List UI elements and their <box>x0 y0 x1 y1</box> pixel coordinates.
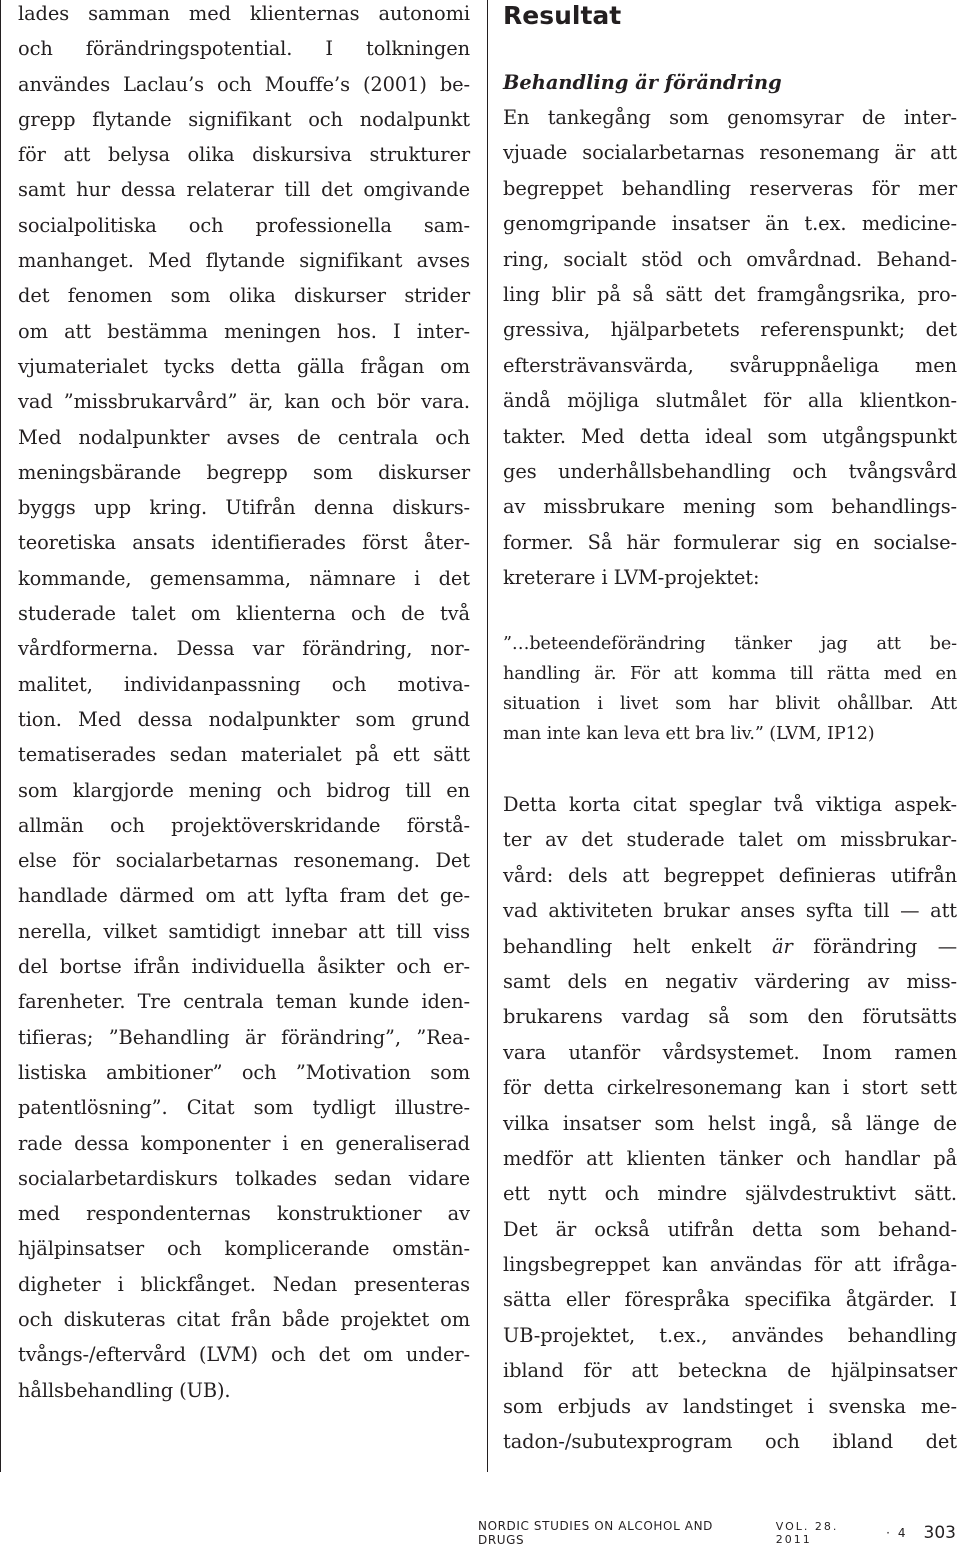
left-column-text <box>18 0 470 1408</box>
text-line: socialarbetardiskurs tolkades sedan vidare <box>18 1166 470 1190</box>
text-line: vårdformerna. Dessa var förändring, nor- <box>18 637 470 661</box>
text-line: tion. Med dessa nodalpunkter som grund <box>18 707 470 731</box>
column-divider-rule <box>487 0 488 1472</box>
text-line: handling är. För att komma till rätta med en <box>503 664 957 684</box>
right-column-body-1 <box>503 100 957 595</box>
text-line: Det är också utifrån detta som behand- <box>503 1217 957 1241</box>
footer-separator: · <box>886 1526 890 1540</box>
text-line: av missbrukare mening som behandlings- <box>503 495 957 519</box>
text-line: takter. Med detta ideal som utgångspunkt <box>503 424 957 448</box>
text-line: meningsbärande begrepp som diskurser <box>18 460 470 484</box>
text-line: och diskuteras citat från både projektet om <box>18 1307 470 1331</box>
text-line: kreterare i LVM-projektet: <box>503 566 760 590</box>
text-line: det fenomen som olika diskurser strider <box>18 284 470 308</box>
text-line: ändå möjliga slutmålet för alla klientkon- <box>503 389 957 413</box>
text-line: brukarens vardag så som den förutsätts <box>503 1005 957 1029</box>
text-line: tematiserades sedan materialet på ett sätt <box>18 743 470 767</box>
page-footer <box>478 1520 958 1546</box>
text-line: ring, socialt stöd och omvårdnad. Behand- <box>503 247 957 271</box>
text-line: ett nytt och mindre självdestruktivt sätt. <box>503 1182 957 1206</box>
text-line: del bortse ifrån individuella åsikter och er- <box>18 955 470 979</box>
section-heading: Resultat <box>503 1 622 30</box>
issue-number: 4 <box>897 1526 906 1540</box>
text-line: allmän och projektöverskridande förstå- <box>18 813 470 837</box>
text-line: vara utanför vårdsystemet. Inom ramen <box>503 1040 957 1064</box>
text-line: vjuade socialarbetarnas resonemang är att <box>503 141 957 165</box>
text-line: vad ”missbrukarvård” är, kan och bör vara. <box>18 390 470 414</box>
block-quote <box>503 629 957 749</box>
text-line: samt hur dessa relaterar till det omgivande <box>18 178 470 202</box>
journal-name: NORDIC STUDIES ON ALCOHOL AND DRUGS <box>478 1519 714 1547</box>
text-line: om att bestämma meningen hos. I inter- <box>18 319 470 343</box>
text-line: sätta eller förespråka specifika åtgärder. I <box>503 1288 957 1312</box>
text-line: patentlösning”. Citat som tydligt illustre- <box>18 1096 470 1120</box>
text-line: för detta cirkelresonemang kan i stort sett <box>503 1076 957 1100</box>
text-line: farenheter. Tre centrala teman kunde iden- <box>18 990 470 1014</box>
text-line: man inte kan leva ett bra liv.” (LVM, IP12) <box>503 724 875 744</box>
text-line: socialpolitiska och professionella sam- <box>18 213 470 237</box>
text-line: hjälpinsatser och komplicerande omstän- <box>18 1237 470 1261</box>
text-line: tadon-/subutexprogram och ibland det <box>503 1430 957 1454</box>
text-line: vilka insatser som helst ingå, så länge de <box>503 1111 957 1135</box>
text-line: ling blir på så sätt det framgångsrika, pro- <box>503 282 957 306</box>
text-line: grepp flytande signifikant och nodalpunkt <box>18 107 470 131</box>
text-line: gressiva, hjälparbetets referenspunkt; det <box>503 318 957 342</box>
text-line: genomgripande insatser än t.ex. medicine- <box>503 212 957 236</box>
text-line: vad aktiviteten brukar anses syfta till — att <box>503 899 957 923</box>
text-line: hållsbehandling (UB). <box>18 1378 231 1402</box>
text-line: nerella, vilket samtidigt innebar att till viss <box>18 919 470 943</box>
volume-info: VOL. 28. 2011 <box>775 1520 839 1546</box>
text-line: som klargjorde mening och bidrog till en <box>18 778 470 802</box>
text-line: teoretiska ansats identifierades först åter- <box>18 531 470 555</box>
text-line: kommande, gemensamma, nämnare i det <box>18 566 470 590</box>
text-line: byggs upp kring. Utifrån denna diskurs- <box>18 496 470 520</box>
text-line: malitet, individanpassning och motiva- <box>18 672 470 696</box>
text-line: vård: dels att begreppet definieras utifrån <box>503 863 957 887</box>
text-line: som erbjuds av landstinget i svenska me- <box>503 1394 957 1418</box>
text-line: situation i livet som har blivit ohållbar. Att <box>503 694 957 714</box>
left-margin-rule <box>0 0 1 1472</box>
text-line: ges underhållsbehandling och tvångsvård <box>503 459 957 483</box>
text-line: och förändringspotential. I tolkningen <box>18 37 470 61</box>
text-line: vjumaterialet tycks detta gälla frågan om <box>18 354 470 378</box>
text-line: Med nodalpunkter avses de centrala och <box>18 425 470 449</box>
text-line: digheter i blickfånget. Nedan presenteras <box>18 1272 470 1296</box>
text-line: behandling helt enkelt är förändring — <box>503 934 957 958</box>
text-line: tvångs-/eftervård (LVM) och det om under- <box>18 1343 470 1367</box>
subsection-heading: Behandling är förändring <box>503 71 782 94</box>
text-line: lingsbegreppet kan användas för att ifråga- <box>503 1253 957 1277</box>
text-line: Detta korta citat speglar två viktiga aspek- <box>503 793 957 816</box>
text-line: listiska ambitioner” och ”Motivation som <box>18 1060 470 1084</box>
text-line: ”…beteendeförändring tänker jag att be- <box>503 634 957 654</box>
text-line: tifieras; ”Behandling är förändring”, ”Rea- <box>18 1025 470 1049</box>
page-number: 303 <box>923 1523 956 1543</box>
text-line: för att belysa olika diskursiva strukturer <box>18 143 470 167</box>
text-line: eftersträvansvärda, svåruppnåeliga men <box>503 353 957 377</box>
text-line: manhanget. Med flytande signifikant avses <box>18 249 470 273</box>
text-line: former. Så här formulerar sig en socialse- <box>503 530 957 554</box>
text-line: rade dessa komponenter i en generaliserad <box>18 1131 470 1155</box>
text-line: ibland för att beteckna de hjälpinsatser <box>503 1359 957 1383</box>
text-line: användes Laclau’s och Mouffe’s (2001) be- <box>18 72 470 96</box>
text-line: ter av det studerade talet om missbrukar- <box>503 828 957 852</box>
text-line: begreppet behandling reserveras för mer <box>503 176 957 200</box>
text-line: studerade talet om klienterna och de två <box>18 602 470 626</box>
right-column-body-2 <box>503 787 957 1459</box>
text-line: lades samman med klienternas autonomi <box>18 2 470 25</box>
text-line: medför att klienten tänker och handlar på <box>503 1146 957 1170</box>
text-line: med respondenternas konstruktioner av <box>18 1202 470 1226</box>
text-line: samt dels en negativ värdering av miss- <box>503 969 957 993</box>
text-line: else för socialarbetarnas resonemang. Det <box>18 849 470 873</box>
text-line: En tankegång som genomsyrar de inter- <box>503 106 957 129</box>
text-line: UB-projektet, t.ex., användes behandling <box>503 1323 957 1347</box>
emphasis: är <box>771 934 793 958</box>
text-line: handlade därmed om att lyfta fram det ge- <box>18 884 470 908</box>
